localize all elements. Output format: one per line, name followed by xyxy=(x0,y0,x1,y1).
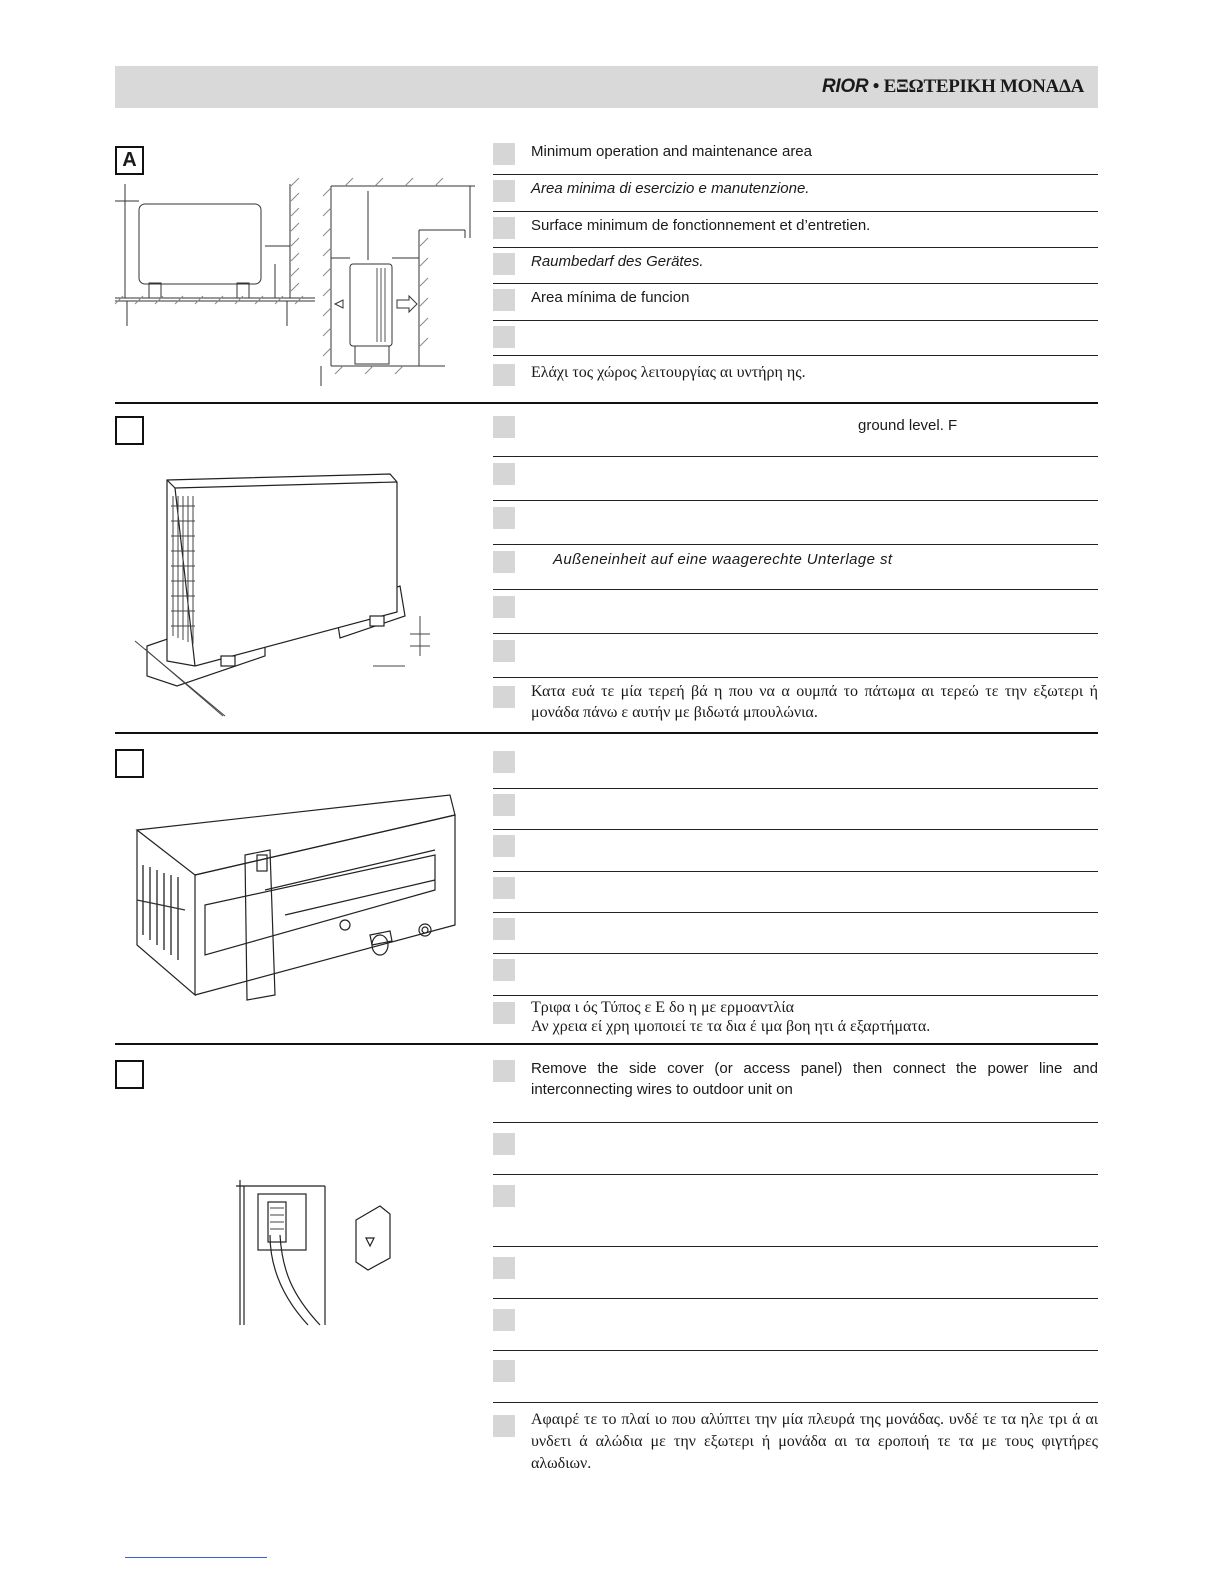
text-row xyxy=(493,1403,1098,1483)
section-letter-box: A xyxy=(115,146,144,175)
section-b-text-rows xyxy=(493,412,1098,724)
section-b xyxy=(115,416,1098,732)
wall-bracket-diagram xyxy=(135,795,465,1015)
header-separator: • xyxy=(872,76,880,97)
section-a-text-rows xyxy=(493,139,1098,396)
language-marker xyxy=(493,1133,515,1155)
language-marker xyxy=(493,253,515,275)
language-marker xyxy=(493,794,515,816)
text-row xyxy=(493,1123,1098,1175)
row-text: Minimum operation and maintenance area xyxy=(531,143,812,160)
language-marker xyxy=(493,1002,515,1024)
row-text: Τριφα ι ός Τύπος ε Ε δο η με ερμοαντλία xyxy=(531,999,795,1016)
language-marker xyxy=(493,877,515,899)
text-row xyxy=(493,356,1098,396)
text-row xyxy=(493,1351,1098,1403)
row-text: Remove the side cover (or access panel) then connect the power line and interconnecting wires to outdoor unit on xyxy=(531,1060,1098,1098)
footer-link-underline xyxy=(125,1557,267,1558)
section-c xyxy=(115,749,1098,1043)
language-marker xyxy=(493,1060,515,1082)
text-row xyxy=(493,1247,1098,1299)
language-marker xyxy=(493,507,515,529)
row-text: Area mínima de funcion xyxy=(531,289,690,306)
text-row xyxy=(493,412,1098,457)
text-row xyxy=(493,248,1098,284)
text-row xyxy=(493,590,1098,634)
row-text: Ελάχι τος χώρος λειτουργίας αι υντήρη ης. xyxy=(531,364,806,381)
language-marker xyxy=(493,180,515,202)
section-c-text-rows xyxy=(493,749,1098,1042)
language-marker xyxy=(493,551,515,573)
language-marker xyxy=(493,326,515,348)
text-row xyxy=(493,913,1098,954)
language-marker xyxy=(493,959,515,981)
text-row xyxy=(493,749,1098,789)
section-divider xyxy=(115,1043,1098,1045)
text-row xyxy=(493,545,1098,590)
language-marker xyxy=(493,463,515,485)
row-text: Außeneinheit auf eine waagerechte Unterlage st xyxy=(553,551,893,568)
text-row xyxy=(493,139,1098,175)
section-letter-box xyxy=(115,749,144,778)
language-marker xyxy=(493,835,515,857)
text-row xyxy=(493,321,1098,356)
language-marker xyxy=(493,289,515,311)
row-text: Surface minimum de fonctionnement et d’entretien. xyxy=(531,217,871,234)
section-letter-box xyxy=(115,1060,144,1089)
text-row xyxy=(493,634,1098,678)
section-letter-box xyxy=(115,416,144,445)
text-row xyxy=(493,457,1098,501)
section-divider xyxy=(115,732,1098,734)
section-a xyxy=(115,143,1098,402)
language-marker xyxy=(493,751,515,773)
language-marker xyxy=(493,416,515,438)
text-row xyxy=(493,789,1098,830)
row-text: Raumbedarf des Gerätes. xyxy=(531,253,704,270)
wiring-connection-diagram xyxy=(230,1180,400,1330)
text-row xyxy=(493,954,1098,996)
language-marker xyxy=(493,1309,515,1331)
text-row xyxy=(493,175,1098,212)
text-row xyxy=(493,501,1098,545)
row-text: ground level. F xyxy=(858,417,958,434)
language-marker xyxy=(493,1360,515,1382)
text-row xyxy=(493,830,1098,872)
brand-name: RIOR xyxy=(822,76,869,97)
section-d-text-rows xyxy=(493,1058,1098,1483)
clearance-diagram xyxy=(115,176,485,406)
language-marker xyxy=(493,1257,515,1279)
language-marker xyxy=(493,686,515,708)
row-text: Αφαιρέ τε το πλαί ιο που αλύπτει την μία πλευρά της μονάδας. υνδέ τε τα ηλε τρι ά αι υνδετι ά αλώδια με την εξωτερι ή μονάδα αι τα εροποιή τε τα με τους φιγτήρες αλωδιων. xyxy=(531,1411,1098,1472)
text-row xyxy=(493,1175,1098,1247)
language-marker xyxy=(493,596,515,618)
text-row xyxy=(493,678,1098,724)
language-marker xyxy=(493,1185,515,1207)
text-row xyxy=(493,996,1098,1042)
language-marker xyxy=(493,640,515,662)
page-header xyxy=(115,66,1098,108)
language-marker xyxy=(493,143,515,165)
text-row xyxy=(493,872,1098,913)
row-text: Κατα ευά τε μία τερεή βά η που να α ουμπά το πάτωμα αι τερεώ τε την εξωτερι ή μονάδα πάνω ε αυτήν με βιδωτά μπουλώνια. xyxy=(531,683,1098,721)
row-text: Area minima di esercizio e manutenzione. xyxy=(531,180,810,197)
language-marker xyxy=(493,364,515,386)
language-marker xyxy=(493,1415,515,1437)
unit-on-base-diagram xyxy=(135,466,445,726)
section-d xyxy=(115,1060,1098,1500)
header-title xyxy=(822,76,1084,98)
section-divider xyxy=(115,402,1098,404)
language-marker xyxy=(493,918,515,940)
text-row xyxy=(493,1299,1098,1351)
header-section-title: ΕΞΩΤΕΡΙΚΗ ΜΟΝΑΔΑ xyxy=(883,76,1084,97)
text-row xyxy=(493,284,1098,321)
row-text-line-2: Αν χρεια εί χρη ιμοποιεί τε τα δια έ ιμα βοη ητι ά εξαρτήματα. xyxy=(531,1018,931,1035)
text-row xyxy=(493,212,1098,248)
text-row xyxy=(493,1058,1098,1123)
language-marker xyxy=(493,217,515,239)
